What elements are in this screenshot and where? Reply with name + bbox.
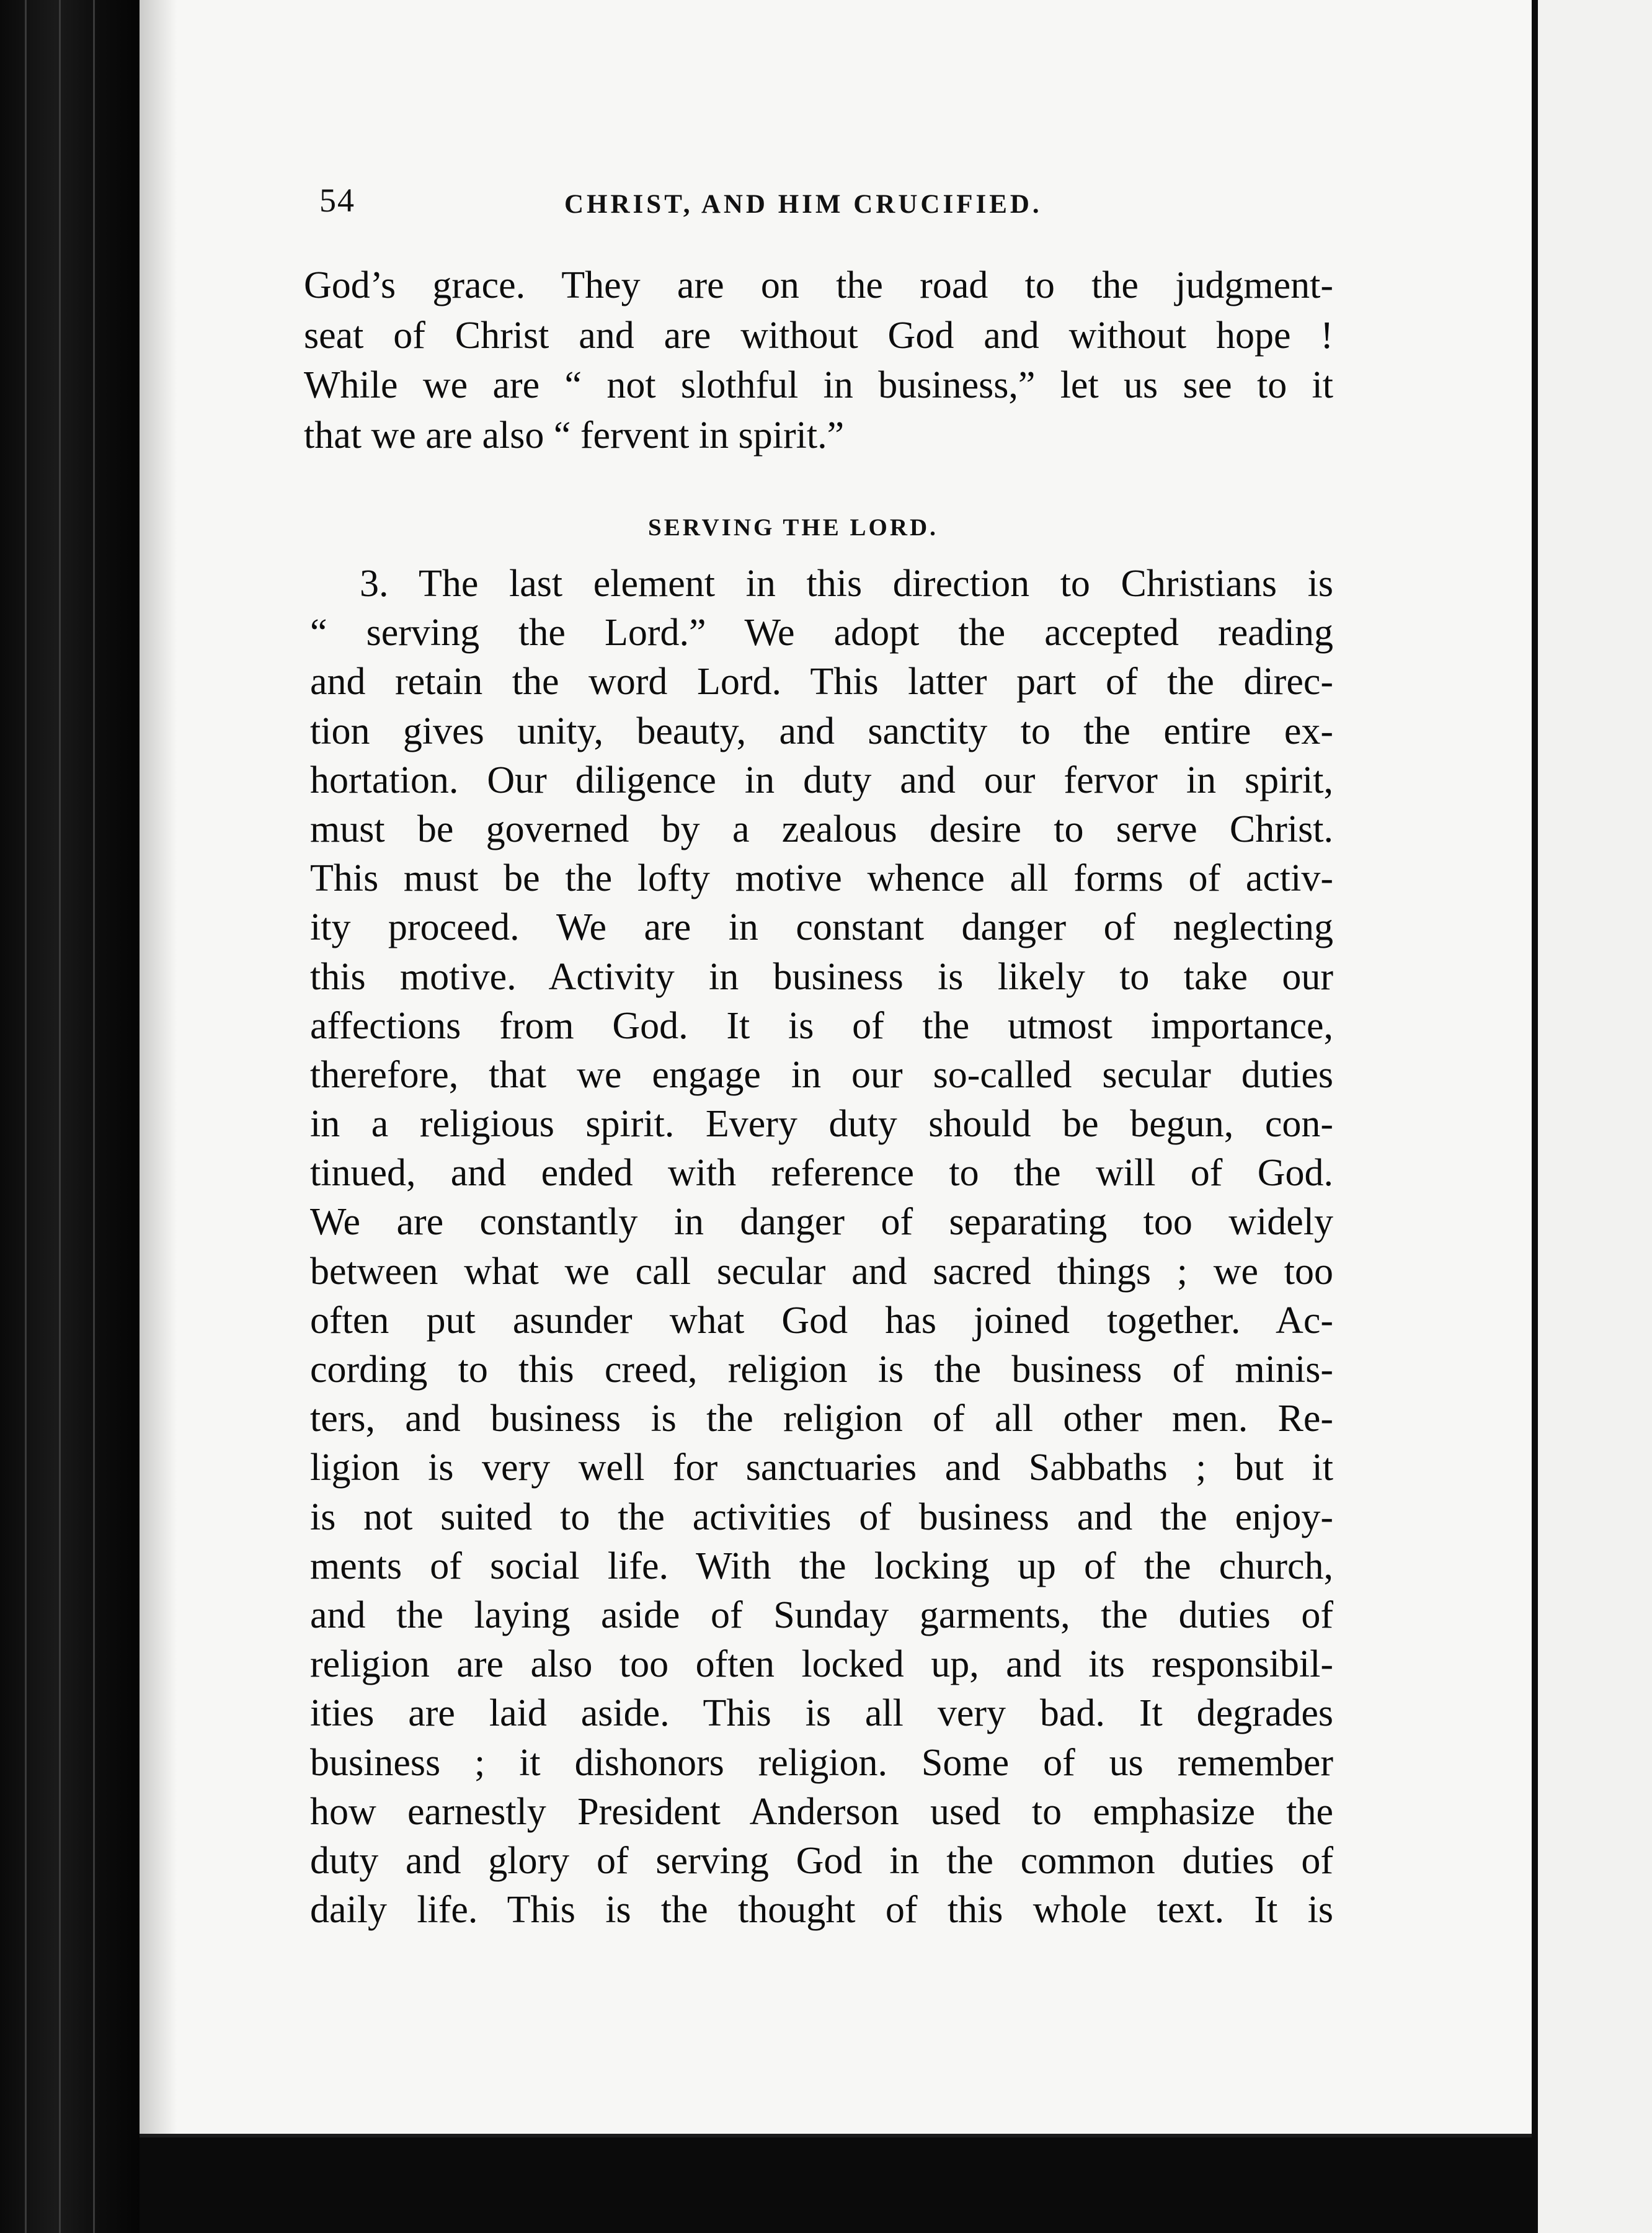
text-line: often put asunder what God has joined together. Ac- [310, 1299, 1333, 1342]
page-shadow [140, 0, 177, 2134]
running-title: CHRIST, AND HIM CRUCIFIED. [564, 190, 1042, 219]
text-line: affections from God. It is of the utmost importance, [310, 1004, 1333, 1047]
text-line: ities are laid aside. This is all very bad. It degrades [310, 1692, 1333, 1735]
text-line: ity proceed. We are in constant danger of neglecting [310, 906, 1333, 949]
text-line: is not suited to the activities of business and the enjoy- [310, 1495, 1333, 1538]
text-line: and the laying aside of Sunday garments, the duties of [310, 1593, 1333, 1636]
text-line: ments of social life. With the locking up of the church, [310, 1544, 1333, 1587]
text-line: While we are “ not slothful in business,” let us see to it [304, 364, 1333, 406]
paragraph-serving-the-lord [310, 559, 1333, 1935]
text-line: tion gives unity, beauty, and sanctity to the entire ex- [310, 710, 1333, 752]
text-line: how earnestly President Anderson used to emphasize the [310, 1790, 1333, 1833]
text-line: hortation. Our diligence in duty and our fervor in spirit, [310, 759, 1333, 801]
binding-line [59, 0, 61, 2233]
text-line: “ serving the Lord.” We adopt the accepted reading [310, 612, 1333, 654]
text-line: business ; it dishonors religion. Some of us remember [310, 1741, 1333, 1784]
binding-line [25, 0, 27, 2233]
text-line: daily life. This is the thought of this whole text. It is [310, 1889, 1333, 1932]
section-heading: SERVING THE LORD. [648, 514, 938, 541]
text-line: must be governed by a zealous desire to serve Christ. [310, 808, 1333, 850]
text-line: this motive. Activity in business is likely to take our [310, 955, 1333, 998]
text-line: cording to this creed, religion is the business of minis- [310, 1348, 1333, 1391]
text-line: therefore, that we engage in our so-called secular duties [310, 1053, 1333, 1096]
text-line: in a religious spirit. Every duty should be begun, con- [310, 1103, 1333, 1146]
text-line: God’s grace. They are on the road to the judgment- [304, 264, 1333, 306]
text-line: religion are also too often locked up, and its responsibil- [310, 1643, 1333, 1686]
text-line: We are constantly in danger of separating too widely [310, 1201, 1333, 1244]
book-binding-edge [0, 0, 140, 2233]
text-line: seat of Christ and are without God and without hope ! [304, 314, 1333, 357]
text-line: that we are also “ fervent in spirit.” [304, 414, 845, 457]
text-line: and retain the word Lord. This latter part of the direc- [310, 661, 1333, 703]
page-bottom-edge [140, 2137, 1535, 2233]
text-line: This must be the lofty motive whence all forms of activ- [310, 857, 1333, 900]
text-line: tinued, and ended with reference to the will of God. [310, 1152, 1333, 1195]
page-number: 54 [319, 182, 355, 219]
binding-line [93, 0, 95, 2233]
text-line: 3. The last element in this direction to Christians is [360, 563, 1333, 605]
facing-page-edge [1538, 0, 1652, 2233]
text-line: duty and glory of serving God in the common duties of [310, 1839, 1333, 1882]
text-line: between what we call secular and sacred things ; we too [310, 1250, 1333, 1293]
text-line: ters, and business is the religion of all other men. Re- [310, 1397, 1333, 1440]
text-line: ligion is very well for sanctuaries and Sabbaths ; but it [310, 1446, 1333, 1489]
paragraph-continuation [304, 261, 1333, 460]
